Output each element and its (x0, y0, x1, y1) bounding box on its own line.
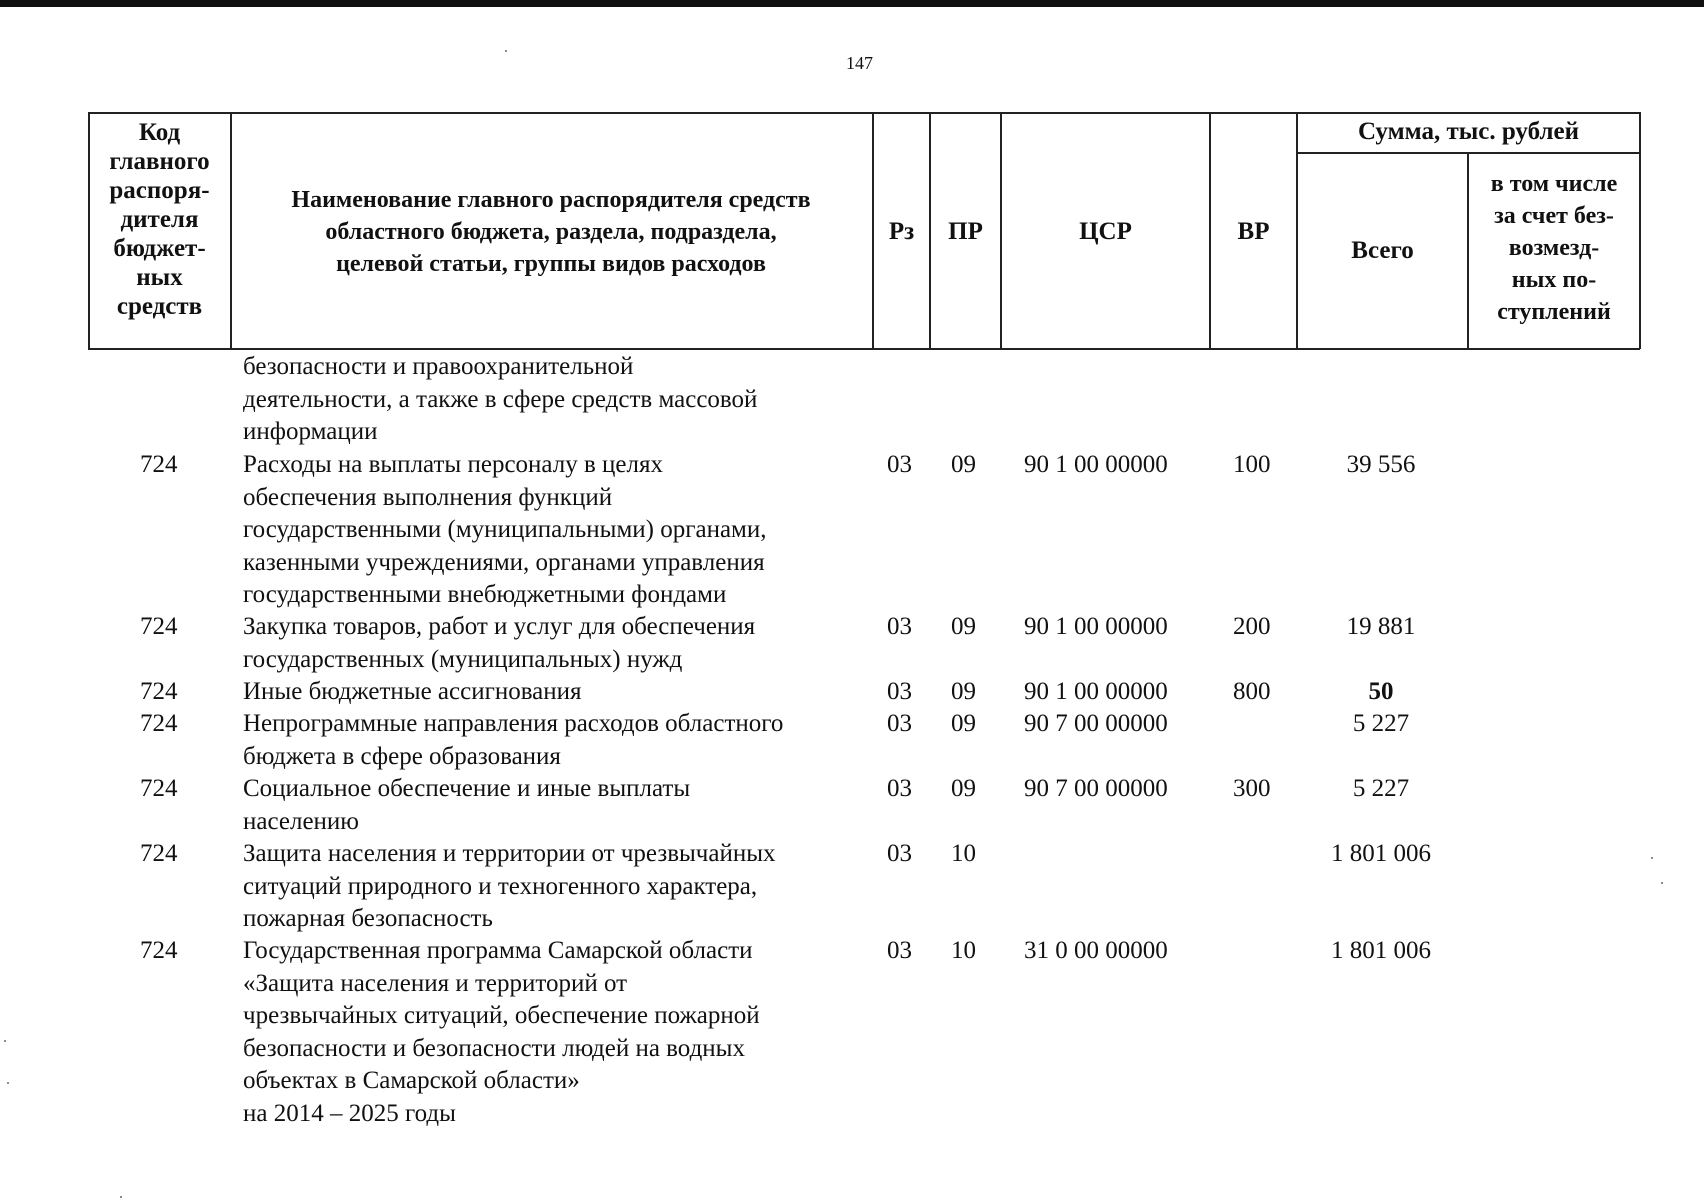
header-vr: ВР (1237, 218, 1270, 245)
row-total: 1 801 006 (1331, 840, 1431, 867)
header-code: Код главного распоря- дителя бюджет- ных средств (109, 119, 210, 320)
scan-speck (7, 1082, 9, 1084)
row-name: Государственная программа Самарской области «Защита населения и территорий от чрезвычайных ситуаций, обеспечение пожарной безопасности и безопасности людей на водных объектах в Самарской области» на 2014 – 2025 годы (243, 937, 760, 1127)
row-total: 39 556 (1346, 451, 1416, 478)
row-csr: 90 1 00 00000 (1024, 451, 1168, 478)
col-border-6 (1296, 112, 1298, 349)
header-csr: ЦСР (1079, 218, 1132, 245)
row-pr: 09 (951, 775, 976, 802)
row-csr: 90 7 00 00000 (1024, 775, 1168, 802)
page-number: 147 (846, 53, 873, 73)
row-code: 724 (140, 937, 178, 964)
row-total: 1 801 006 (1331, 937, 1431, 964)
header-name: Наименование главного распорядителя средств областного бюджета, раздела, подраздела, целевой статьи, группы видов расходов (291, 187, 811, 277)
row-vr: 300 (1233, 775, 1271, 802)
row-name: Социальное обеспечение и иные выплаты населению (243, 775, 691, 835)
header-top-border (88, 112, 1640, 114)
row-rz: 03 (887, 451, 912, 478)
row-rz: 03 (887, 678, 912, 705)
header-pr: ПР (948, 218, 983, 245)
row-name: Защита населения и территории от чрезвычайных ситуаций природного и техногенного характера, пожарная безопасность (243, 840, 776, 932)
row-pr: 10 (951, 937, 976, 964)
row-pr: 09 (951, 613, 976, 640)
row-name: Закупка товаров, работ и услуг для обеспечения государственных (муниципальных) нужд (243, 613, 756, 673)
row-code: 724 (140, 840, 178, 867)
row-vr: 100 (1233, 451, 1271, 478)
row-code: 724 (140, 710, 178, 737)
row-rz: 03 (887, 937, 912, 964)
row-csr: 90 1 00 00000 (1024, 678, 1168, 705)
row-rz: 03 (887, 775, 912, 802)
row-rz: 03 (887, 613, 912, 640)
row-total: 5 227 (1352, 775, 1410, 802)
header-bottom-border (88, 348, 1640, 350)
row-csr: 90 7 00 00000 (1024, 710, 1168, 737)
row-pr: 09 (951, 710, 976, 737)
row-pr: 10 (951, 840, 976, 867)
row-code: 724 (140, 613, 178, 640)
row-code: 724 (140, 451, 178, 478)
header-sum-title: Сумма, тыс. рублей (1357, 118, 1580, 145)
row-rz: 03 (887, 840, 912, 867)
row-csr: 90 1 00 00000 (1024, 613, 1168, 640)
row-pr: 09 (951, 451, 976, 478)
row-total: 19 881 (1346, 613, 1416, 640)
row-pr: 09 (951, 678, 976, 705)
row-name: Расходы на выплаты персоналу в целях обеспечения выполнения функций государственными (муниципальными) органами, казенными учреждениями, органами управления государственными внебюджетными фондами (243, 451, 767, 608)
row-csr: 31 0 00 00000 (1024, 937, 1168, 964)
scan-top-border (0, 0, 1704, 7)
scan-speck (120, 1196, 122, 1198)
continuation-text: безопасности и правоохранительной деятельности, а также в сфере средств массовой информации (243, 353, 758, 445)
scan-speck (1651, 857, 1653, 859)
row-total: 50 (1368, 678, 1394, 705)
header-rz: Рз (888, 218, 915, 245)
col-border-8 (1639, 112, 1641, 349)
row-total: 5 227 (1352, 710, 1410, 737)
row-code: 724 (140, 678, 178, 705)
scan-speck (1661, 882, 1663, 884)
header-total: Всего (1351, 237, 1414, 264)
row-rz: 03 (887, 710, 912, 737)
row-name: Иные бюджетные ассигнования (243, 678, 582, 705)
scan-speck (505, 50, 507, 52)
row-code: 724 (140, 775, 178, 802)
scan-speck (4, 1040, 6, 1042)
row-vr: 200 (1233, 613, 1271, 640)
row-name: Непрограммные направления расходов областного бюджета в сфере образования (243, 710, 784, 770)
row-vr: 800 (1233, 678, 1271, 705)
header-incl: в том числе за счет без- возмезд- ных по- ступлений (1490, 171, 1618, 325)
